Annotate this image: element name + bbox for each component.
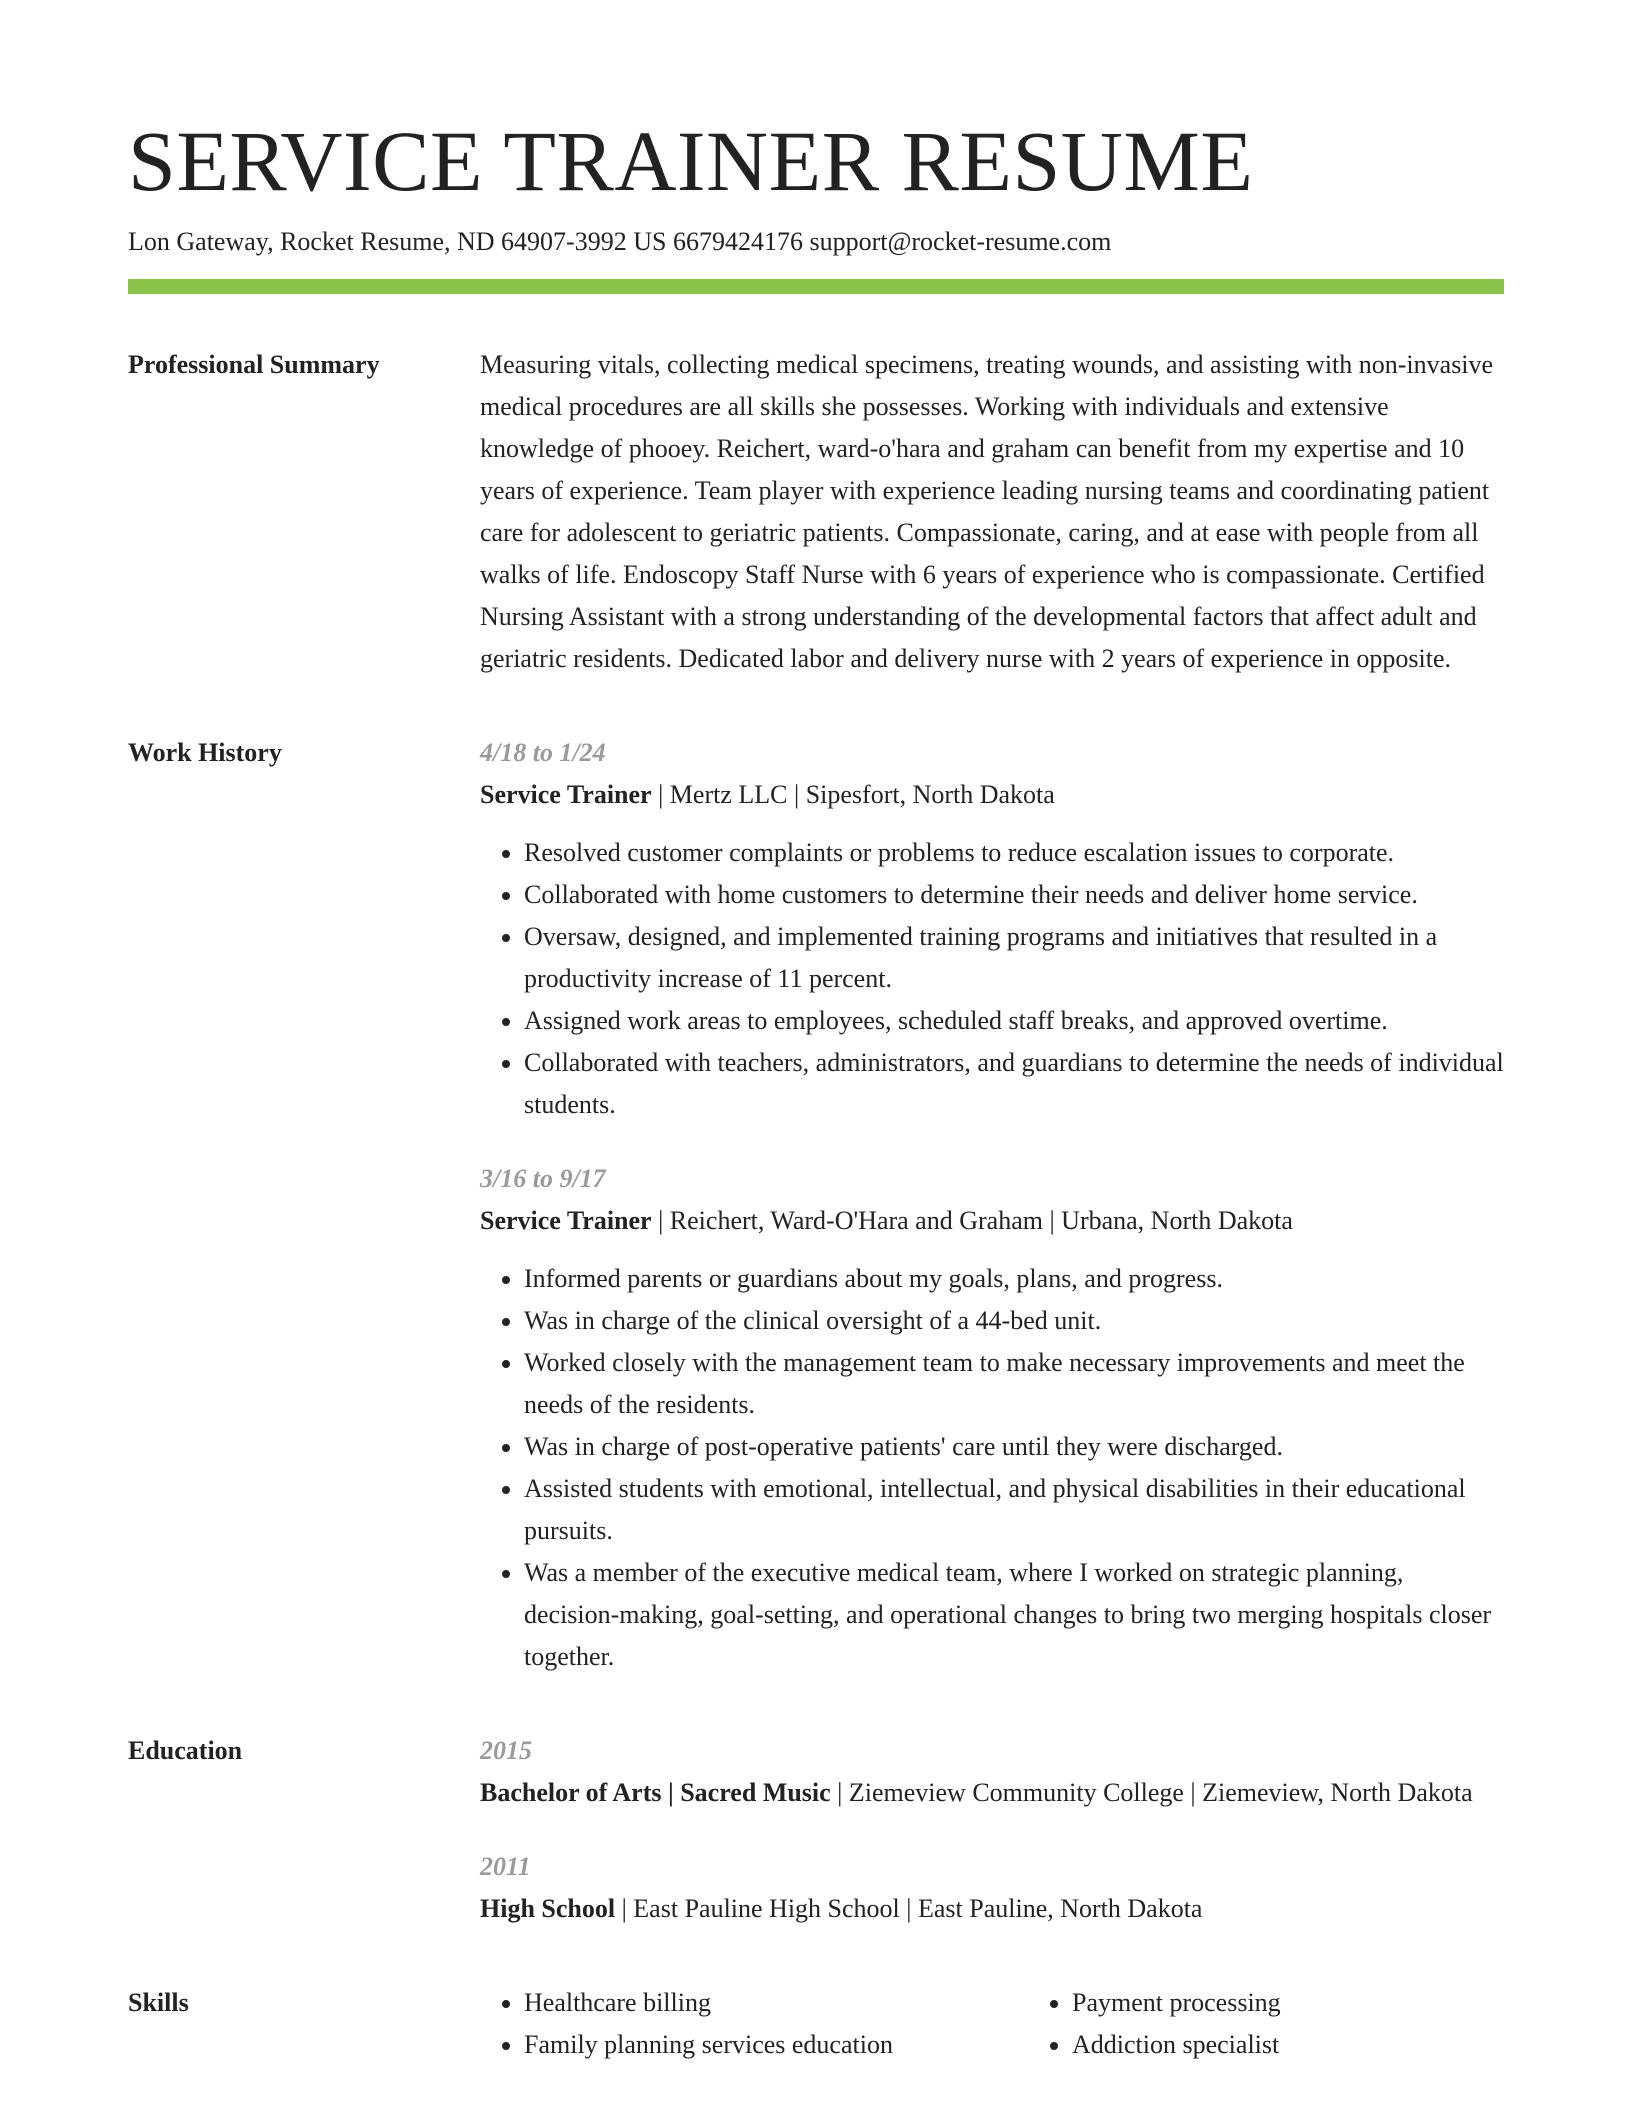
- skills-columns: [480, 1982, 1576, 2066]
- education-entry: [480, 1846, 1504, 1930]
- education-year: 2015: [480, 1736, 532, 1766]
- accent-divider: [128, 279, 1504, 294]
- education-section: [128, 1730, 1504, 1930]
- list-item: • Payment processing: [1072, 1982, 1576, 2024]
- work-history-section: [128, 732, 1504, 1678]
- summary-text: Measuring vitals, collecting medical specimens, treating wounds, and assisting with non-invasive medical procedures are all skills she possesses. Working with individuals and extensive knowledge of phooey. Reichert, ward-o'hara and graham can benefit from my expertise and 10 years of experience. Team player with experience leading nursing teams and coordinating patient care for adolescent to geriatric patients. Compassionate, caring, and at ease with people from all walks of life. Endoscopy Staff Nurse with 6 years of experience who is compassionate. Certified Nursing Assistant with a strong understanding of the developmental factors that affect adult and geriatric residents. Dedicated labor and delivery nurse with 2 years of experience in opposite.: [480, 350, 1494, 674]
- list-item: • Was a member of the executive medical team, where I worked on strategic planning, decision-making, goal-setting, and operational changes to bring two merging hospitals closer together.: [524, 1552, 1504, 1678]
- education-line: [480, 1772, 1504, 1814]
- education-degree: High School: [480, 1894, 616, 1924]
- education-line: [480, 1888, 1504, 1930]
- list-item: • Collaborated with teachers, administrators, and guardians to determine the needs of individual students.: [524, 1042, 1504, 1126]
- section-title-education: Education: [128, 1736, 243, 1766]
- job-role-line: [480, 774, 1504, 816]
- job-entry: [480, 1158, 1504, 1678]
- skills-body: [480, 1982, 1576, 2066]
- work-history-body: [480, 732, 1504, 1678]
- education-body: [480, 1730, 1504, 1930]
- list-item: • Was in charge of post-operative patients' care until they were discharged.: [524, 1426, 1504, 1468]
- list-item: • Assisted students with emotional, intellectual, and physical disabilities in their educational pursuits.: [524, 1468, 1504, 1552]
- education-details: | East Pauline High School | East Pauline, North Dakota: [615, 1894, 1203, 1924]
- job-details: | Reichert, Ward-O'Hara and Graham | Urbana, North Dakota: [651, 1206, 1293, 1236]
- education-entry: [480, 1730, 1504, 1814]
- job-bullets: [480, 1258, 1504, 1678]
- list-item: • Resolved customer complaints or problems to reduce escalation issues to corporate.: [524, 832, 1504, 874]
- list-item: • Collaborated with home customers to determine their needs and deliver home service.: [524, 874, 1504, 916]
- summary-body: [480, 344, 1504, 680]
- resume-page: [128, 0, 1504, 2066]
- contact-line: Lon Gateway, Rocket Resume, ND 64907-3992 US 6679424176 support@rocket-resume.com: [128, 227, 1112, 256]
- education-details: | Ziemeview Community College | Ziemeview, North Dakota: [830, 1778, 1473, 1808]
- list-item: • Worked closely with the management team to make necessary improvements and meet the needs of the residents.: [524, 1342, 1504, 1426]
- skills-section: [128, 1982, 1504, 2066]
- job-details: | Mertz LLC | Sipesfort, North Dakota: [651, 780, 1055, 810]
- list-item: • Was in charge of the clinical oversight of a 44-bed unit.: [524, 1300, 1504, 1342]
- job-role-line: [480, 1200, 1504, 1242]
- list-item: • Oversaw, designed, and implemented training programs and initiatives that resulted in a productivity increase of 11 percent.: [524, 916, 1504, 1000]
- skills-list-left: [480, 1982, 1028, 2066]
- list-item: • Assigned work areas to employees, scheduled staff breaks, and approved overtime.: [524, 1000, 1504, 1042]
- section-title-summary: Professional Summary: [128, 350, 380, 380]
- section-title-work: Work History: [128, 738, 282, 768]
- section-title-skills: Skills: [128, 1988, 189, 2018]
- job-role: Service Trainer: [480, 780, 652, 810]
- list-item: • Family planning services education: [524, 2024, 1028, 2066]
- job-dates: 3/16 to 9/17: [480, 1164, 606, 1194]
- skills-list-right: [1028, 1982, 1576, 2066]
- job-bullets: [480, 832, 1504, 1126]
- job-dates: 4/18 to 1/24: [480, 738, 606, 768]
- list-item: • Informed parents or guardians about my goals, plans, and progress.: [524, 1258, 1504, 1300]
- job-role: Service Trainer: [480, 1206, 652, 1236]
- resume-title: SERVICE TRAINER RESUME: [128, 113, 1254, 209]
- list-item: • Addiction specialist: [1072, 2024, 1576, 2066]
- list-item: • Healthcare billing: [524, 1982, 1028, 2024]
- summary-section: [128, 344, 1504, 680]
- education-year: 2011: [480, 1852, 531, 1882]
- education-degree: Bachelor of Arts | Sacred Music: [480, 1778, 831, 1808]
- job-entry: [480, 732, 1504, 1126]
